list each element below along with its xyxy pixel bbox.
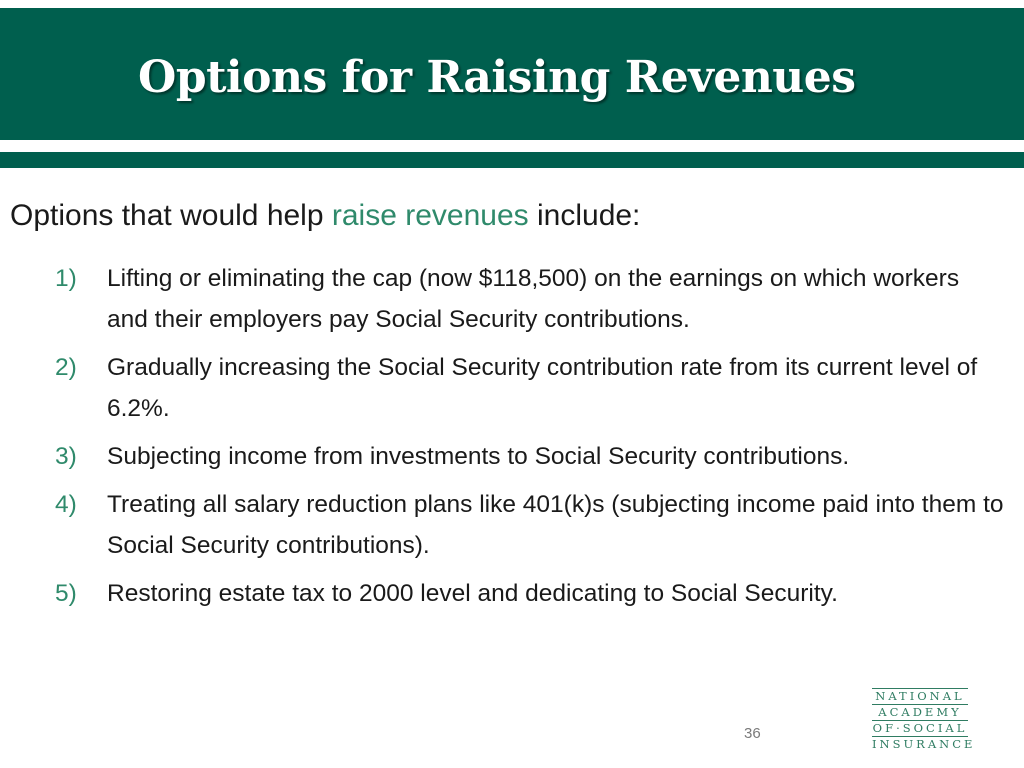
nasi-logo [872, 688, 976, 752]
option-number-4: 4) [55, 491, 77, 518]
options-list [55, 258, 1005, 621]
option-item-5 [55, 573, 1005, 614]
slide-title: Options for Raising Revenues [138, 52, 856, 103]
option-item-2 [55, 347, 1005, 429]
intro-highlight: raise revenues [331, 199, 529, 232]
option-number-1: 1) [55, 265, 77, 292]
intro-after: include: [528, 199, 641, 232]
option-number-5: 5) [55, 580, 77, 607]
option-text-4: Treating all salary reduction plans like 401(k)s (subjecting income paid into them to Social Security contributions). [107, 491, 1004, 559]
logo-line-insurance: INSURANCE [872, 737, 976, 751]
logo-line-academy: ACADEMY [872, 705, 968, 721]
option-item-3 [55, 436, 1005, 477]
option-text-3: Subjecting income from investments to Social Security contributions. [107, 443, 850, 470]
logo-line-national: NATIONAL [872, 688, 968, 705]
page-number: 36 [744, 725, 761, 742]
intro-text [10, 198, 640, 234]
title-band [0, 8, 1024, 140]
option-number-3: 3) [55, 443, 77, 470]
header-stripe [0, 152, 1024, 168]
option-text-1: Lifting or eliminating the cap (now $118,500) on the earnings on which workers and their employers pay Social Security contributions. [107, 265, 960, 333]
logo-line-of-social: OF·SOCIAL [872, 721, 968, 735]
option-item-4 [55, 484, 1005, 566]
option-text-2: Gradually increasing the Social Security contribution rate from its current level of 6.2%. [107, 354, 978, 422]
option-item-1 [55, 258, 1005, 340]
option-text-5: Restoring estate tax to 2000 level and dedicating to Social Security. [107, 580, 838, 607]
option-number-2: 2) [55, 354, 77, 381]
intro-before: Options that would help [10, 199, 332, 232]
